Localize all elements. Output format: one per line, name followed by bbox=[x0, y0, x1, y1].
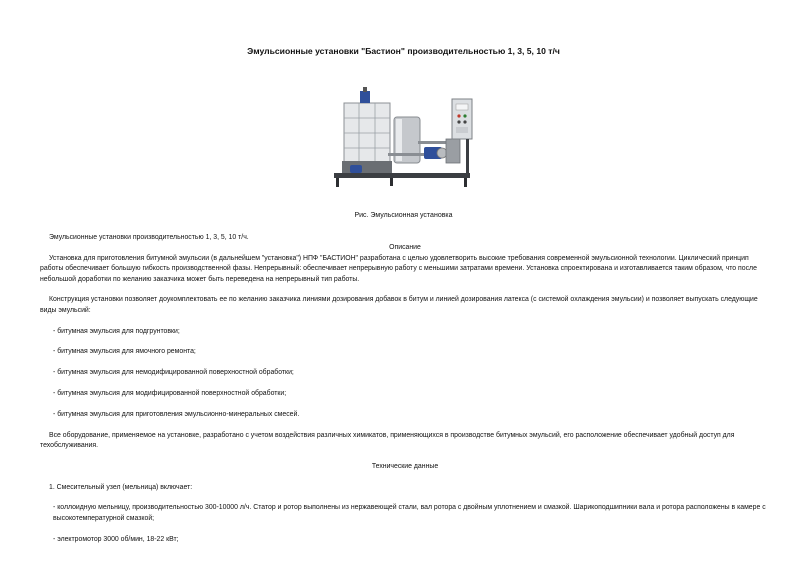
emulsion-plant-illustration bbox=[330, 87, 476, 191]
section-heading-description: Описание bbox=[389, 244, 421, 252]
list-item: - битумная эмульсия для немодифицированной поверхностной обработки; bbox=[53, 369, 294, 377]
emulsion-plant-image bbox=[330, 87, 476, 191]
document-body bbox=[40, 233, 770, 545]
equipment-paragraph: Все оборудование, применяемое на установке, разработано с учетом воздействия различных химикатов, применяющихся в производстве битумных эмульсий, его расположение обеспечивает удобный доступ для техобслуживания. bbox=[40, 431, 735, 450]
figure-caption: Рис. Эмульсионная установка bbox=[354, 212, 453, 219]
list-item: - битумная эмульсия для модифицированной поверхностной обработки; bbox=[53, 390, 287, 398]
intro-line: Эмульсионные установки производительностью 1, 3, 5, 10 т/ч. bbox=[49, 234, 249, 241]
configuration-paragraph: Конструкция установки позволяет доукомплектовать ее по желанию заказчика линиями дозирования добавок в битум и линией дозирования латекса (с системой охлаждения эмульсии) и позволяет выпускать следующие виды эмульсий: bbox=[40, 296, 758, 314]
mixing-unit-heading: 1. Смесительный узел (мельница) включает: bbox=[49, 483, 193, 491]
page-title: Эмульсионные установки "Бастион" производительностью 1, 3, 5, 10 т/ч bbox=[247, 46, 560, 56]
list-item: - электромотор 3000 об/мин, 18-22 кВт; bbox=[53, 535, 179, 543]
list-item: - битумная эмульсия для ямочного ремонта; bbox=[53, 348, 196, 356]
list-item: - коллоидную мельницу, производительностью 300-10000 л/ч. Статор и ротор выполнены из нержавеющей стали, вал ротора с двойным уплотнением и смазкой. Шарикоподшипники вала и ротора расположены в камере с высокотемпературной смазкой; bbox=[53, 504, 766, 522]
list-item: - битумная эмульсия для подгрунтовки; bbox=[53, 327, 180, 335]
list-item: - битумная эмульсия для приготовления эмульсионно-минеральных смесей. bbox=[53, 410, 300, 418]
section-heading-technical: Технические данные bbox=[371, 462, 439, 470]
description-paragraph: Установка для приготовления битумной эмульсии (в дальнейшем "установка") НПФ "БАСТИОН" разработана с целью удовлетворить высокие требования современной эмульсионной технологии. Циклический принцип работы обеспечивает большую гибкость производственной фазы. Непрерывный: обеспечивает непрерывную работу с меньшими затратами времени. Установка спроектирована и изготавливается таким образом, что после небольшой доработки по желанию заказчика может быть переведена на непрерывный тип работы. bbox=[40, 254, 757, 283]
